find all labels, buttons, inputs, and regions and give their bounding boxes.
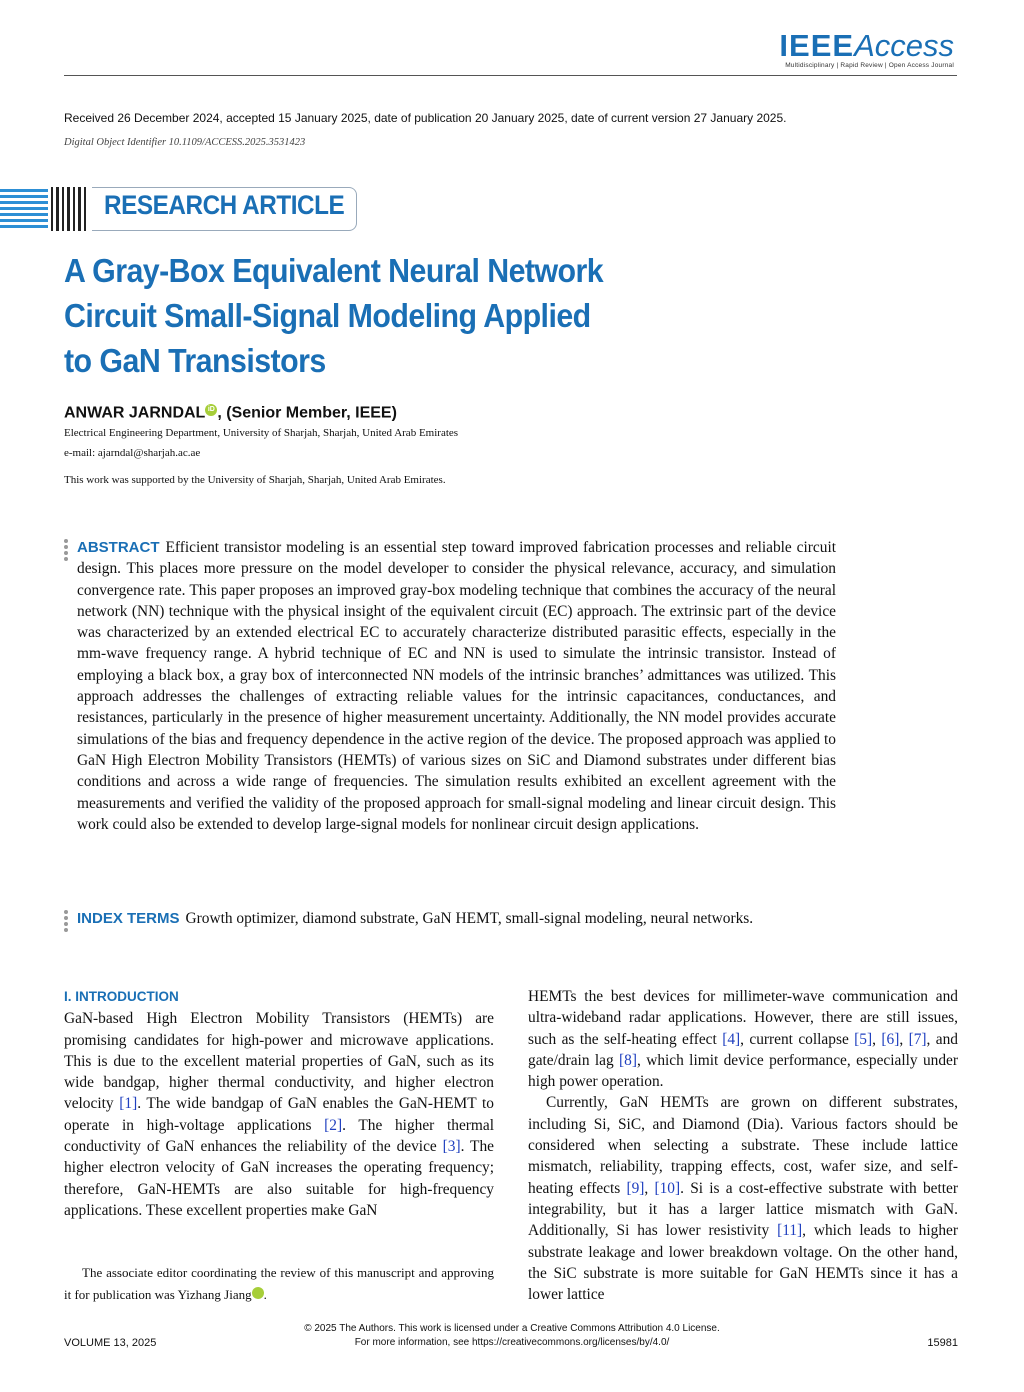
footer-volume: VOLUME 13, 2025 (64, 1337, 157, 1349)
footer-page-number: 15981 (927, 1337, 958, 1349)
index-terms-text: Growth optimizer, diamond substrate, GaN HEMT, small-signal modeling, neural networks. (185, 910, 754, 927)
body-text: , which leads to higher substrate leakage and lower breakdown voltage. On the other hand, the SiC substrate is more suitable for GaN HEMTs since it has a lower lattice (528, 1222, 958, 1304)
body-text: , (872, 1030, 882, 1048)
citation-link[interactable]: [7] (908, 1030, 927, 1048)
header-divider (64, 75, 957, 76)
citation-link[interactable]: [2] (324, 1116, 343, 1134)
title-line-1: A Gray-Box Equivalent Neural Network (64, 252, 604, 289)
body-text: , current collapse (740, 1030, 855, 1048)
author-affiliation: Electrical Engineering Department, University of Sharjah, Sharjah, United Arab Emirates (64, 427, 459, 439)
abstract-dots-icon (64, 539, 69, 563)
citation-link[interactable]: [3] (442, 1138, 461, 1156)
body-text: Currently, GaN HEMTs are grown on different substrates, including Si, SiC, and Diamond (Dia). Various factors should be considered when selecting a substrate. These include lattice mismatch, reliability, trapping effects, cost, wafer size, and self-heating effects (528, 1094, 958, 1197)
banner-bars-graphic (50, 187, 92, 231)
body-text: , (899, 1030, 909, 1048)
received-dates: Received 26 December 2024, accepted 15 January 2025, date of publication 20 January 2025, date of current version 27 January 2025. (64, 111, 787, 125)
title-line-3: to GaN Transistors (64, 342, 326, 379)
body-text: . The higher thermal conductivity of GaN enhances the reliability of the device (64, 1116, 494, 1156)
author-name: ANWAR JARNDAL (64, 404, 206, 422)
citation-link[interactable]: [1] (119, 1095, 138, 1113)
editor-footnote (64, 1262, 494, 1306)
body-text: , and gate/drain lag (528, 1030, 958, 1069)
journal-logo (779, 28, 954, 69)
logo-ieee: IEEE (779, 28, 855, 63)
funding-note: This work was supported by the University of Sharjah, Sharjah, United Arab Emirates. (64, 474, 446, 486)
body-text: , (644, 1179, 655, 1197)
body-column-left (64, 986, 494, 1221)
body-column-right (528, 986, 958, 1305)
intro-paragraph-3 (528, 1092, 958, 1305)
citation-link[interactable]: [11] (777, 1222, 803, 1240)
abstract-text: Efficient transistor modeling is an essential step toward improved fabrication processes and reliable circuit design. This places more pressure on the model developer to consider the physical relevance, accuracy, and simulation convergence rate. This paper proposes an improved gray-box modeling technique that combines the accuracy of the neural network (NN) technique with the physical insight of the equivalent circuit (EC) approach. The extrinsic part of the device was characterized by an extended electrical EC to accurately characterize distributed parasitic effects, especially in the mm-wave frequency range. A hybrid technique of EC and NN is used to simulate the intrinsic transistor. Instead of employing a black box, a gray box of interconnected NN models of the intrinsic branches’ admittances was utilized. This approach addresses the challenges of extracting reliable values for the intrinsic capacitances, conductances, and resistances, particularly in the presence of higher measurement uncertainty. Additionally, the NN model provides accurate simulations of the bias and frequency dependence in the active region of the device. The proposed approach was applied to GaN High Electron Mobility Transistors (HEMTs) of various sizes on SiC and Diamond substrates under different bias conditions and across a wide range of frequencies. The simulation results exhibited an excellent agreement with the measurements and verified the validity of the proposed approach for small-signal modeling and linear circuit design. This work could also be extended to develop large-signal models for nonlinear circuit design applications. (77, 539, 836, 833)
index-terms-heading: INDEX TERMS (77, 910, 180, 927)
orcid-icon[interactable]: iD (252, 1287, 264, 1299)
author-membership: , (Senior Member, IEEE) (217, 404, 397, 422)
index-terms (77, 908, 836, 929)
citation-link[interactable]: [4] (722, 1030, 741, 1048)
footnote-text: The associate editor coordinating the review of this manuscript and approving it for publication was Yizhang Jiang (64, 1265, 494, 1302)
doi: Digital Object Identifier 10.1109/ACCESS.2025.3531423 (64, 137, 306, 148)
abstract-heading: ABSTRACT (77, 539, 160, 556)
paper-title (64, 248, 764, 383)
body-text: . The higher electron velocity of GaN increases the operating frequency; therefore, GaN-HEMTs are also suitable for high-frequency applications. These excellent properties make GaN (64, 1138, 494, 1219)
orcid-icon[interactable]: iD (205, 404, 217, 416)
banner-stripes-graphic (0, 187, 48, 231)
author-email: e-mail: ajarndal@sharjah.ac.ae (64, 447, 201, 459)
citation-link[interactable]: [10] (654, 1179, 681, 1197)
citation-link[interactable]: [9] (626, 1179, 645, 1197)
body-text: GaN-based High Electron Mobility Transistors (HEMTs) are promising candidates for high-power and microwave applications. This is due to the excellent material properties of GaN, such as its wide bandgap, higher thermal conductivity, and higher electron velocity (64, 1010, 494, 1113)
index-terms-dots-icon (64, 910, 69, 934)
footnote-end: . (263, 1287, 267, 1302)
title-line-2: Circuit Small-Signal Modeling Applied (64, 297, 591, 334)
citation-link[interactable]: [6] (881, 1030, 900, 1048)
body-text: HEMTs the best devices for millimeter-wave communication and ultra-wideband radar applications. However, there are still issues, such as the self-heating effect (528, 988, 958, 1048)
logo-tagline: Multidisciplinary | Rapid Review | Open Access Journal (785, 62, 954, 69)
section-heading-introduction: I. INTRODUCTION (64, 989, 179, 1004)
license-line-2[interactable]: For more information, see https://creativecommons.org/licenses/by/4.0/ (354, 1337, 670, 1348)
author-line (64, 404, 397, 422)
abstract (77, 537, 836, 835)
logo-access: Access (854, 28, 954, 63)
body-text: . The wide bandgap of GaN enables the GaN-HEMT to operate in high-voltage applications (64, 1095, 494, 1134)
citation-link[interactable]: [8] (619, 1051, 637, 1069)
license-line-1: © 2025 The Authors. This work is licensed under a Creative Commons Attribution 4.0 License. (304, 1323, 720, 1334)
footer-license (200, 1322, 824, 1350)
article-type-banner: RESEARCH ARTICLE (104, 190, 345, 220)
intro-paragraph-2 (528, 986, 958, 1092)
body-text: , which limit device performance, especially under high power operation. (528, 1051, 958, 1091)
intro-paragraph-1 (64, 1008, 494, 1221)
citation-link[interactable]: [5] (854, 1030, 873, 1048)
body-text: . Si is a cost-effective substrate with better integrability, but it has a larger lattice mismatch with GaN. Additionally, Si has lower resistivity (528, 1179, 958, 1240)
